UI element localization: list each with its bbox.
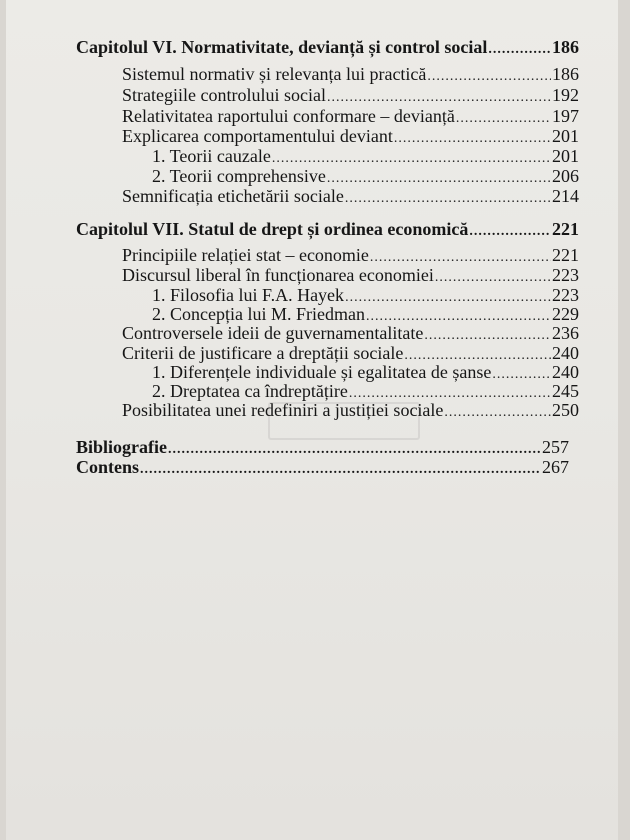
toc-entry[interactable]: Relativitatea raportului conformare – devianță ..... 197 — [122, 105, 579, 130]
toc-entry[interactable]: Criterii de justificare a dreptății sociale ..... 240 — [122, 342, 579, 367]
toc-entry[interactable]: Principiile relației stat – economie ..... 221 — [122, 244, 579, 269]
toc-entry[interactable]: Semnificația etichetării sociale ..... 214 — [122, 185, 579, 210]
toc-entry[interactable]: 1. Diferențele individuale și egalitatea de șanse ..... 240 — [152, 361, 579, 386]
toc-entry[interactable]: 2. Concepția lui M. Friedman ..... 229 — [152, 303, 579, 328]
toc-entry[interactable]: Explicarea comportamentului deviant ..... 201 — [122, 125, 579, 150]
book-page — [6, 0, 618, 840]
toc-entry[interactable]: Posibilitatea unei redefiniri a justiției sociale ..... 250 — [122, 399, 579, 424]
toc-entry-bibliografie[interactable]: Bibliografie ..... 257 — [76, 436, 569, 461]
toc-entry[interactable]: 2. Teorii comprehensive ..... 206 — [152, 165, 579, 190]
toc-entry[interactable]: 1. Teorii cauzale ..... 201 — [152, 145, 579, 170]
toc-entry-chapter-7[interactable]: Capitolul VII. Statul de drept și ordinea economică ..... 221 — [76, 218, 579, 243]
toc-entry[interactable]: 1. Filosofia lui F.A. Hayek ..... 223 — [152, 284, 579, 309]
toc-entry[interactable]: Sistemul normativ și relevanța lui practică ..... 186 — [122, 63, 579, 88]
toc-entry[interactable]: Controversele ideii de guvernamentalitate ..... 236 — [122, 322, 579, 347]
toc-entry-contens[interactable]: Contens ..... 267 — [76, 456, 569, 481]
toc-entry[interactable]: Strategiile controlului social ..... 192 — [122, 84, 579, 109]
toc-entry[interactable]: Discursul liberal în funcționarea economiei ..... 223 — [122, 264, 579, 289]
toc-entry-chapter-6[interactable]: Capitolul VI. Normativitate, devianță și control social ..... 186 — [76, 36, 579, 61]
toc-entry[interactable]: 2. Dreptatea ca îndreptățire ..... 245 — [152, 380, 579, 405]
bleed-through-text — [66, 470, 586, 562]
